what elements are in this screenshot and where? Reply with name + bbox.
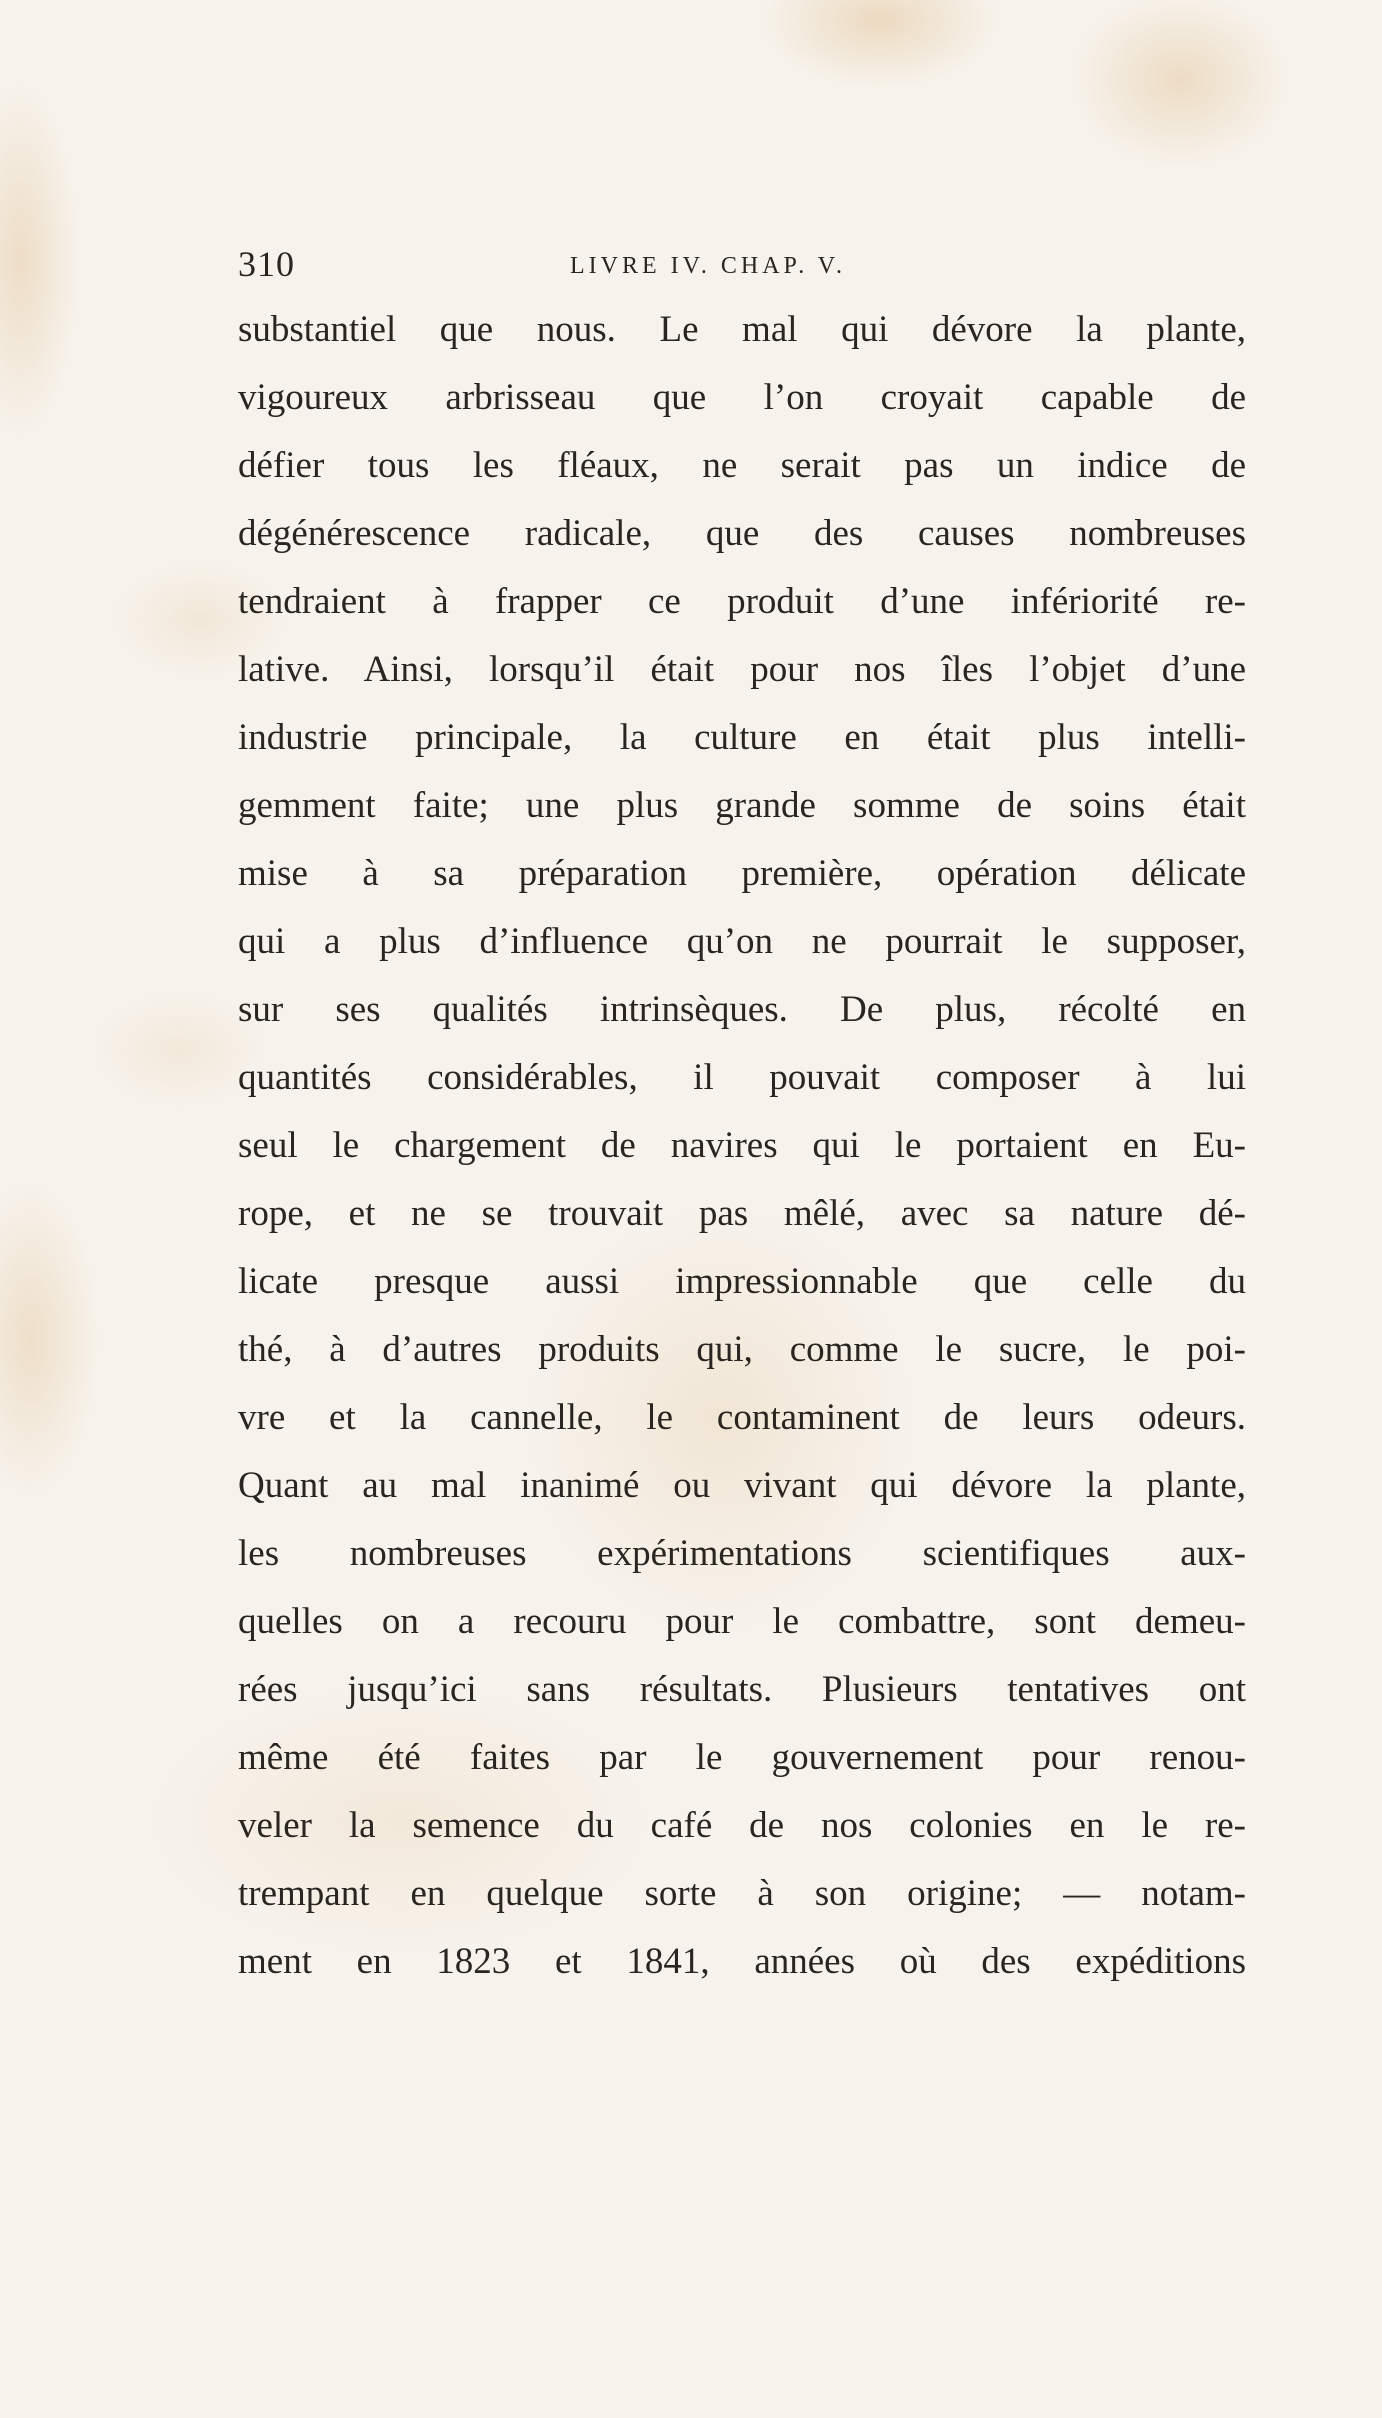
text-line: qui a plus d’influence qu’on ne pourrait le supposer,	[238, 921, 1246, 962]
body-text	[238, 296, 1246, 1996]
text-line: les nombreuses expérimentations scientifiques aux-	[238, 1533, 1246, 1574]
text-line: veler la semence du café de nos colonies en le re-	[238, 1805, 1246, 1846]
text-line: rées jusqu’ici sans résultats. Plusieurs tentatives ont	[238, 1669, 1246, 1710]
text-line: Quant au mal inanimé ou vivant qui dévore la plante,	[238, 1465, 1246, 1506]
text-line: quelles on a recouru pour le combattre, sont demeu-	[238, 1601, 1246, 1642]
text-line: trempant en quelque sorte à son origine; — notam-	[238, 1873, 1246, 1914]
text-line: seul le chargement de navires qui le portaient en Eu-	[238, 1125, 1246, 1166]
text-line: lative. Ainsi, lorsqu’il était pour nos îles l’objet d’une	[238, 649, 1246, 690]
text-line: substantiel que nous. Le mal qui dévore la plante,	[238, 309, 1246, 350]
text-line: licate presque aussi impressionnable que celle du	[238, 1261, 1246, 1302]
page-number: 310	[238, 244, 295, 284]
text-line: quantités considérables, il pouvait composer à lui	[238, 1057, 1246, 1098]
text-line: sur ses qualités intrinsèques. De plus, récolté en	[238, 989, 1246, 1030]
text-line: rope, et ne se trouvait pas mêlé, avec sa nature dé-	[238, 1193, 1246, 1234]
text-line: tendraient à frapper ce produit d’une infériorité re-	[238, 581, 1246, 622]
text-line: vigoureux arbrisseau que l’on croyait capable de	[238, 377, 1246, 418]
text-line: mise à sa préparation première, opération délicate	[238, 853, 1246, 894]
text-line: thé, à d’autres produits qui, comme le sucre, le poi-	[238, 1329, 1246, 1370]
text-line: vre et la cannelle, le contaminent de leurs odeurs.	[238, 1397, 1246, 1438]
text-line: ment en 1823 et 1841, années où des expéditions	[238, 1941, 1246, 1982]
page-header	[238, 240, 1246, 288]
text-line: dégénérescence radicale, que des causes nombreuses	[238, 513, 1246, 554]
text-line: industrie principale, la culture en était plus intelli-	[238, 717, 1246, 758]
text-line: même été faites par le gouvernement pour renou-	[238, 1737, 1246, 1778]
running-head: LIVRE IV. CHAP. V.	[570, 253, 847, 279]
text-line: défier tous les fléaux, ne serait pas un indice de	[238, 445, 1246, 486]
text-line: gemment faite; une plus grande somme de soins était	[238, 785, 1246, 826]
